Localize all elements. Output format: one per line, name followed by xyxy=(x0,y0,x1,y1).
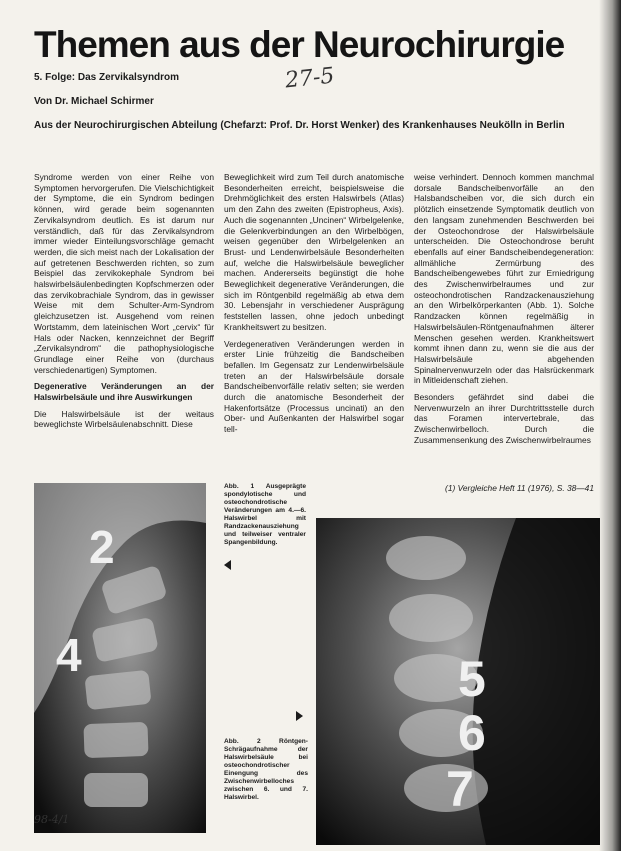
article-title: Themen aus der Neurochirurgie xyxy=(34,24,565,65)
vertebra-label: 6 xyxy=(458,705,486,761)
handwritten-note: 27-5 xyxy=(283,63,336,94)
figure-1-caption: Abb. 1 Ausgeprägte spondylotische und osteochondrotische Veränderungen am 4.—6. Halswirbel mit Randzackenausziehung und teilweiser ventraler Spangenbildung. xyxy=(224,483,306,546)
author-line: Von Dr. Michael Schirmer xyxy=(34,96,154,107)
page-number: 98-4/1 xyxy=(34,813,70,826)
series-subtitle: 5. Folge: Das Zervikalsyndrom xyxy=(34,72,180,83)
vertebra-label: 4 xyxy=(56,629,82,681)
xray-1-graphic xyxy=(34,483,206,833)
xray-image-1 xyxy=(34,483,206,833)
pointer-right-icon xyxy=(296,711,303,721)
text-column-1 xyxy=(34,172,214,436)
section-subheading: Degenerative Veränderungen an der Halswirbelsäule und ihre Auswirkungen xyxy=(34,381,214,403)
paragraph: Verdegenerativen Veränderungen werden in erster Linie frühzeitig die Bandscheiben befallen. Im Gegensatz zur Lendenwirbelsäule treten an der Halswirbelsäule dorsale Bandscheibenvorfälle relativ selten; sie werden durch die anatomische Besonderheit der Hakenfortsätze (Processus uncinati) an den Ober- und Außenkanten der Halswirbel sogar tell- xyxy=(224,338,404,435)
text-column-3 xyxy=(414,172,594,452)
paragraph: Beweglichkeit wird zum Teil durch anatomische Besonderheiten erreicht, beispielsweise die Drehmöglichkeit des ersten Halswirbels (Atlas) um den Zahn des zweiten (Epistropheus, Axis). Auch die sogenannten „Uncinen“ Wirbelgelenke, die Gelenkverbindungen an den Wirbelbögen, weisen gegenüber den Wirbelgelenken an Brust- und Lendenwirbelsäule Besonderheiten auf, welche die Halswirbelsäule beweglicher machen. Andererseits begünstigt die hohe Beweglichkeit degenerative Veränderungen, die sich im Röntgenbild regelmäßig ab etwa dem 30. Lebensjahr in verschiedener Ausprägung feststellen lassen, ohne jedoch unbedingt Krankheitswert zu besitzen. xyxy=(224,172,404,332)
affiliation-line: Aus der Neurochirurgischen Abteilung (Chefarzt: Prof. Dr. Horst Wenker) des Krankenhauses Neukölln in Berlin xyxy=(34,120,565,131)
xray-2-graphic xyxy=(316,518,600,845)
paragraph: Syndrome werden von einer Reihe von Symptomen hervorgerufen. Die Vielschichtigkeit der Symptome, die ein Syndrom bedingen können, wird gerade beim sogenannten Zervikalsyndrom deutlich. Es ist darum nur verständlich, daß für das Zervikalsyndrom immer wieder Einteilungsvorschläge gemacht werden, die sich meist nach der Lokalisation der auf getretenen Beschwerden richten, so zum Beispiel das zervikokephale Syndrom bei halswirbelsäulenbedingten Kopfschmerzen oder das zervikobrachiale Syndrom, das in gewisser Weise mit dem Schulter-Arm-Syndrom gleichzusetzen ist. Ausgehend vom reinen Wortstamm, dem lateinischen Wort „cervix“ für Hals oder Nacken, kennzeichnet der Begriff „Zervikalsyndrom“ die pathophysiologische Grundlage einer Reihe von (durchaus verschiedenartigen) Symptomen. xyxy=(34,172,214,375)
footnote-reference: (1) Vergleiche Heft 11 (1976), S. 38—41 xyxy=(445,483,594,493)
vertebra-label: 5 xyxy=(458,651,486,707)
figure-2-caption: Abb. 2 Röntgen-Schrägaufnahme der Halswirbelsäule bei osteochondrotischer Einengung des Zwischenwirbelloches zwischen 6. und 7. Halswirbel. xyxy=(224,738,308,801)
pointer-left-icon xyxy=(224,560,231,570)
paragraph: weise verhindert. Dennoch kommen manchmal dorsale Bandscheibenvorfälle an den Halsbandscheiben vor, die sich durch ein plötzlich einsetzende Symptomatik deutlich von den langsam zunehmenden Beschwerden bei der Osteochondrose der Halswirbelsäule unterscheiden. Die Osteochondrose beruht ebenfalls auf einer Bandscheibendegeneration: allmähliche Zermürbung des Bandscheibengewebes führt zur Erniedrigung des Zwischenwirbelraumes und zur osteochondrotischen Randzackenausziehung an den Wirbelkörperkanten (Abb. 1). Solche Randzacken können regelmäßig in Halswirbelsäulen-Röntgenaufnahmen älterer Menschen gesehen werden. Krankheitswert kommt ihnen dann zu, wenn sie die aus der Halswirbelsäule abgehenden Spinalnervenwurzeln oder das Halsrückenmark in Mitleidenschaft ziehen. xyxy=(414,172,594,386)
vertebra-label: 2 xyxy=(89,521,115,573)
page-edge-shadow xyxy=(599,0,621,851)
paragraph: Besonders gefährdet sind dabei die Nervenwurzeln an ihrer Durchtrittsstelle durch das Foramen intervertebrale, das Zwischenwirbelloch. Durch die Zusammensenkung des Zwischenwirbelraumes xyxy=(414,392,594,445)
paragraph: Die Halswirbelsäule ist der weitaus beweglichste Wirbelsäulenabschnitt. Diese xyxy=(34,408,214,430)
text-column-2 xyxy=(224,172,404,441)
vertebra-label: 7 xyxy=(446,761,474,817)
xray-image-2 xyxy=(316,518,600,845)
